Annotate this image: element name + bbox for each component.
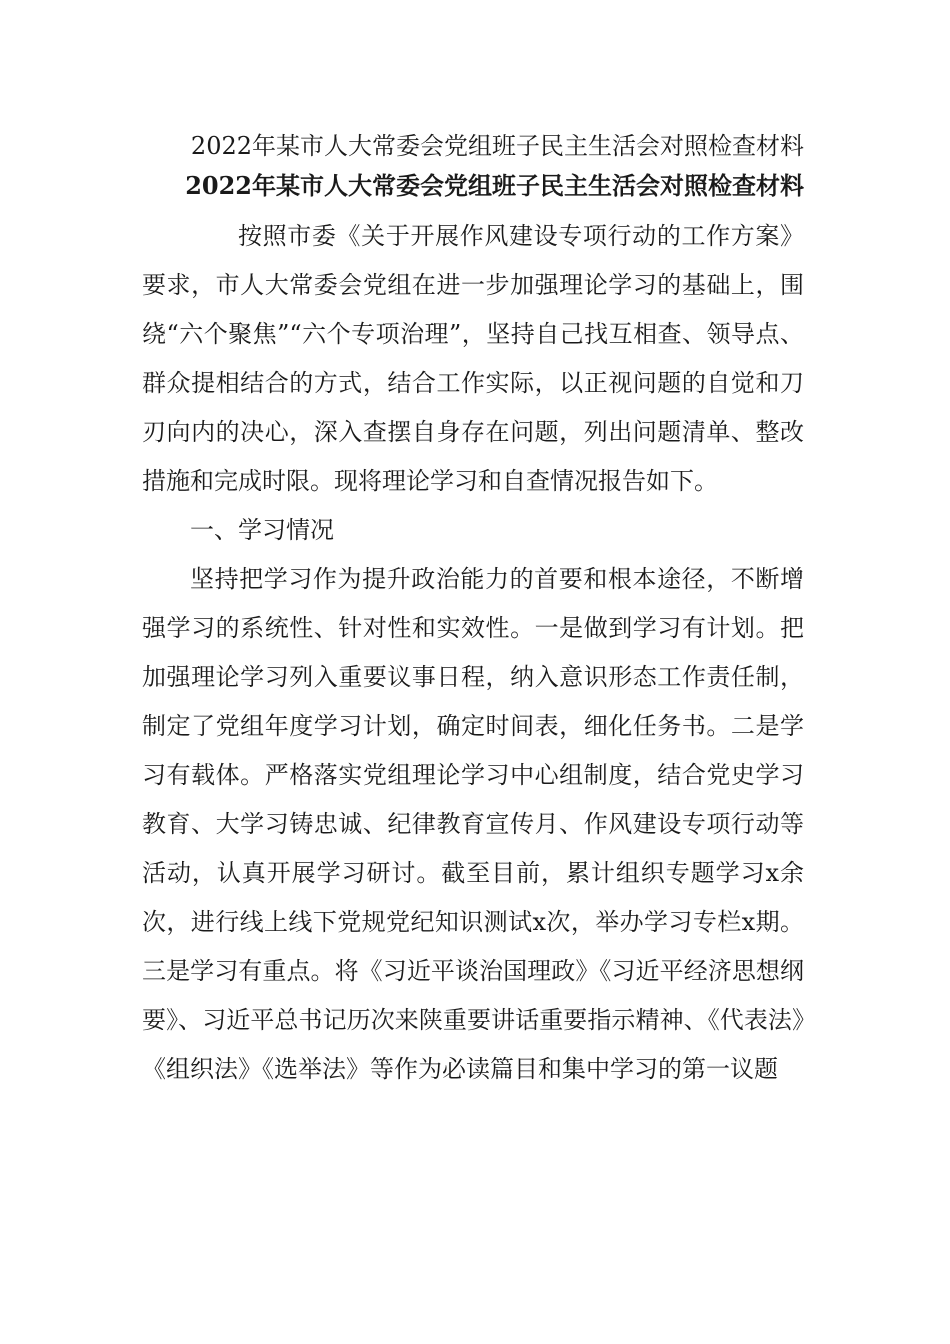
intro-paragraph: 按照市委《关于开展作风建设专项行动的工作方案》要求，市人大常委会党组在进一步加强理论学习的基础上，围绕“六个聚焦”“六个专项治理”，坚持自己找互相查、领导点、群众提相结合的方式，结合工作实际，以正视问题的自觉和刀刃向内的决心，深入查摆自身存在问题，列出问题清单、整改措施和完成时限。现将理论学习和自查情况报告如下。 — [142, 222, 804, 495]
section-heading-study: 一、学习情况 — [190, 516, 334, 544]
document-title: 2022年某市人大常委会党组班子民主生活会对照检查材料 — [190, 132, 804, 160]
document-title-repeat: 2022年某市人大常委会党组班子民主生活会对照检查材料 — [185, 171, 804, 200]
study-paragraph: 坚持把学习作为提升政治能力的首要和根本途径，不断增强学习的系统性、针对性和实效性。一是做到学习有计划。把加强理论学习列入重要议事日程，纳入意识形态工作责任制，制定了党组年度学习计划，确定时间表，细化任务书。二是学习有载体。严格落实党组理论学习中心组制度，结合党史学习教育、大学习铸忠诚、纪律教育宣传月、作风建设专项行动等活动，认真开展学习研讨。截至目前，累计组织专题学习x余次，进行线上线下党规党纪知识测试x次，举办学习专栏x期。三是学习有重点。将《习近平谈治国理政》《习近平经济思想纲要》、习近平总书记历次来陕重要讲话重要指示精神、《代表法》《组织法》《选举法》等作为必读篇目和集中学习的第一议题 — [142, 565, 804, 1083]
document-body — [142, 126, 804, 1094]
